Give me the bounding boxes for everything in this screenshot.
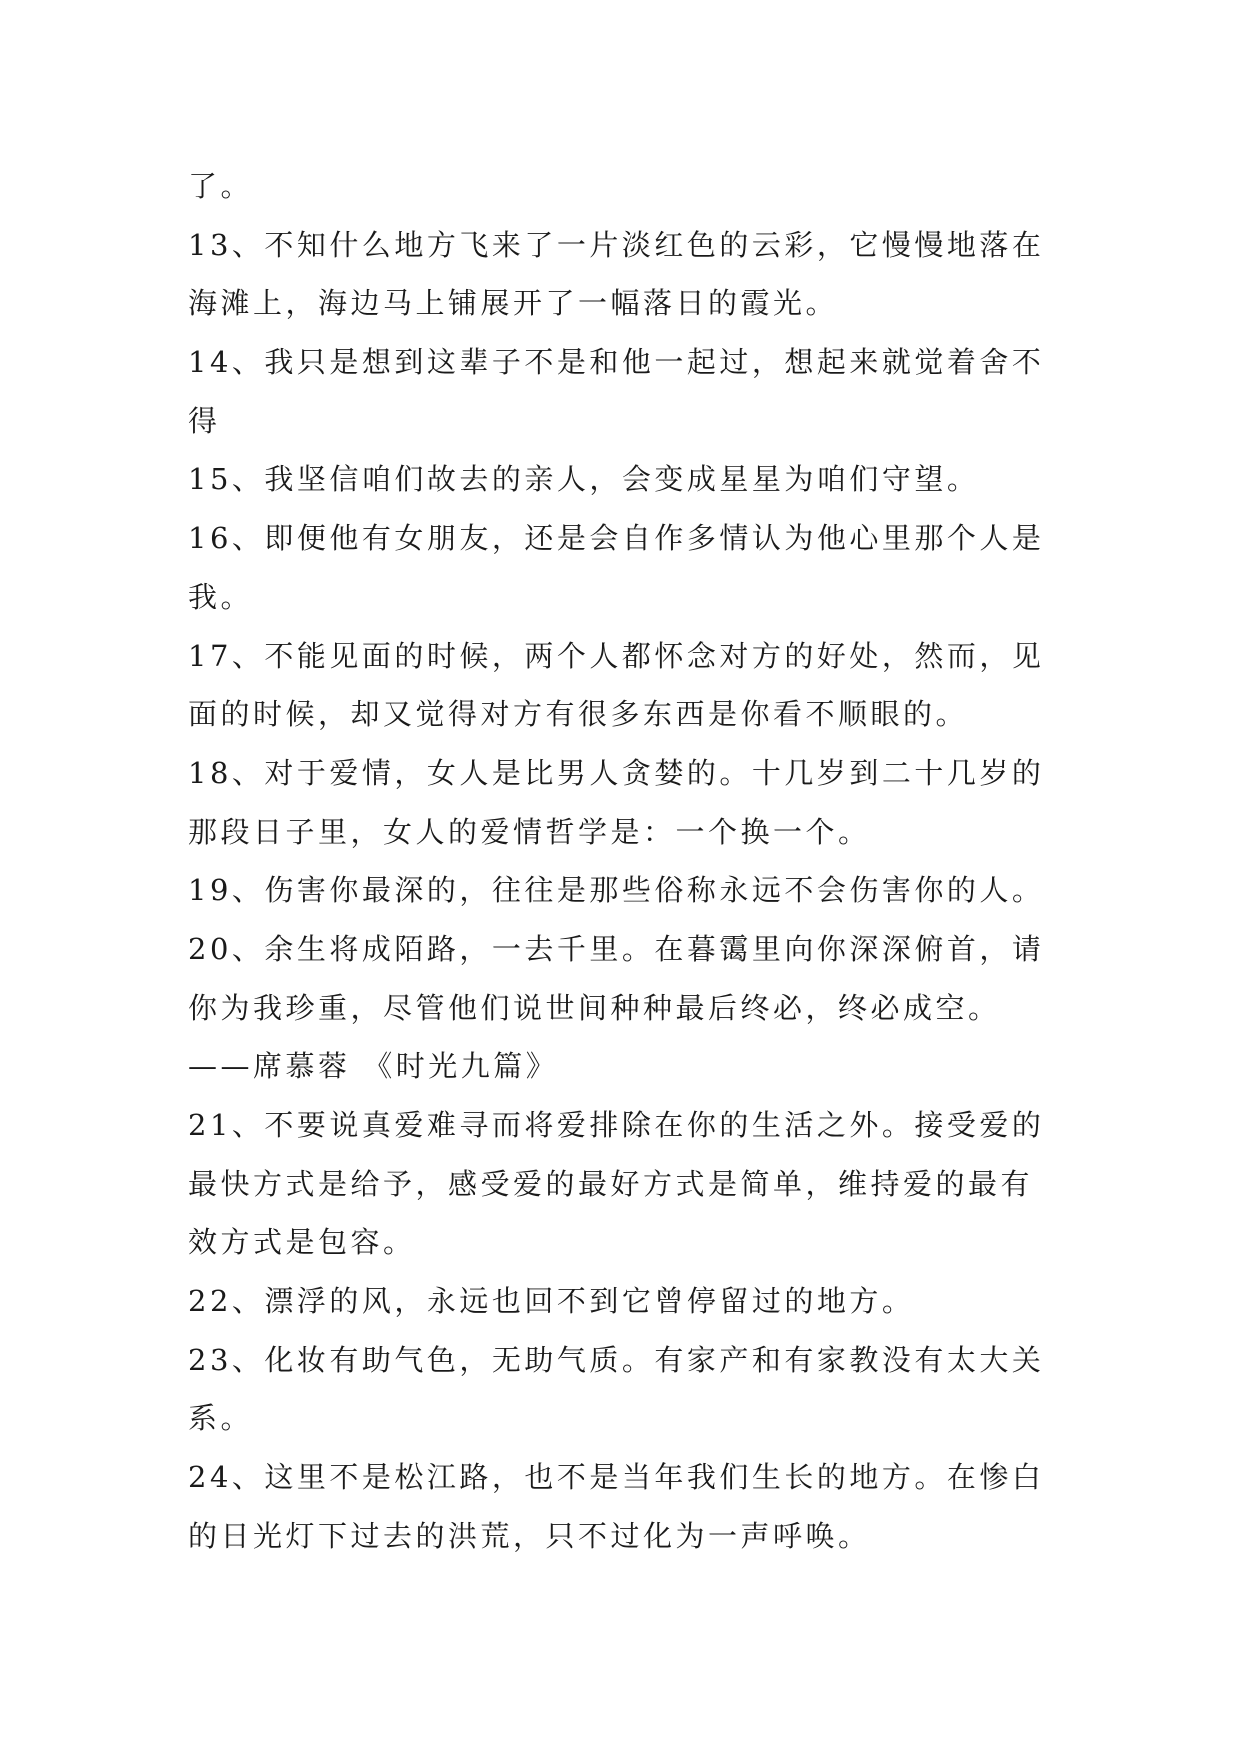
- text-line: 那段日子里，女人的爱情哲学是：一个换一个。: [188, 814, 871, 849]
- text-line: 16、即便他有女朋友，还是会自作多情认为他心里那个人是: [188, 521, 1045, 556]
- text-line: 22、漂浮的风，永远也回不到它曾停留过的地方。: [188, 1284, 915, 1319]
- text-line: 面的时候，却又觉得对方有很多东西是你看不顺眼的。: [188, 697, 969, 732]
- text-line: 17、不能见面的时候，两个人都怀念对方的好处，然而，见: [188, 638, 1045, 673]
- text-line: 19、伤害你最深的，往往是那些俗称永远不会伤害你的人。: [188, 873, 1045, 908]
- text-line: 系。: [188, 1401, 254, 1436]
- text-line: 了。: [188, 169, 254, 203]
- text-line: 你为我珍重，尽管他们说世间种种最后终必，终必成空。: [188, 990, 1001, 1025]
- text-line: 21、不要说真爱难寻而将爱排除在你的生活之外。接受爱的: [188, 1108, 1045, 1142]
- text-line: 14、我只是想到这辈子不是和他一起过，想起来就觉着舍不: [188, 345, 1045, 380]
- text-line: 20、余生将成陌路，一去千里。在暮霭里向你深深俯首，请: [188, 931, 1045, 966]
- body-text: [188, 157, 1058, 1566]
- text-line: 23、化妆有助气色，无助气质。有家产和有家教没有太大关: [188, 1342, 1045, 1377]
- text-line: 最快方式是给予，感受爱的最好方式是简单，维持爱的最有: [188, 1166, 1034, 1201]
- text-line: 的日光灯下过去的洪荒，只不过化为一声呼唤。: [188, 1518, 871, 1553]
- text-line: ——席慕蓉 《时光九篇》: [188, 1049, 559, 1084]
- text-line: 15、我坚信咱们故去的亲人，会变成星星为咱们守望。: [188, 462, 980, 497]
- text-line: 18、对于爱情，女人是比男人贪婪的。十几岁到二十几岁的: [188, 755, 1045, 790]
- text-line: 效方式是包容。: [188, 1225, 416, 1260]
- text-line: 海滩上，海边马上铺展开了一幅落日的霞光。: [188, 286, 839, 321]
- text-line: 24、这里不是松江路，也不是当年我们生长的地方。在惨白: [188, 1460, 1045, 1495]
- text-line: 得: [188, 403, 221, 438]
- text-line: 13、不知什么地方飞来了一片淡红色的云彩，它慢慢地落在: [188, 227, 1045, 262]
- text-line: 我。: [188, 579, 254, 614]
